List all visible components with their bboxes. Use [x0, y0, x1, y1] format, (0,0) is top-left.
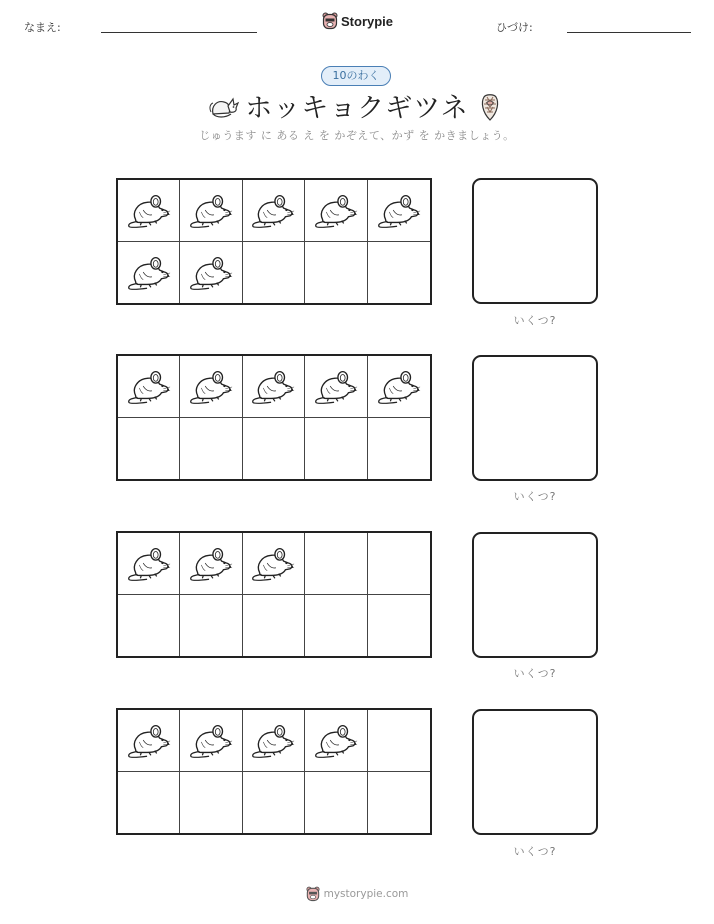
frame-cell: [305, 418, 367, 480]
ten-frame-1: [116, 178, 432, 305]
mouse-icon: [188, 190, 234, 230]
mouse-icon: [376, 366, 422, 406]
frame-cell: [118, 595, 180, 657]
frame-cell: [118, 533, 180, 595]
frame-cell: [305, 533, 367, 595]
frame-cell: [243, 356, 305, 418]
mouse-icon: [188, 252, 234, 292]
worksheet-title: ホッキョクギツネ: [245, 93, 469, 124]
answer-box-3[interactable]: [472, 532, 598, 658]
frame-cell: [368, 533, 430, 595]
frame-cell: [243, 595, 305, 657]
frame-cell: [243, 772, 305, 834]
frame-cell: [180, 356, 242, 418]
answer-label-3: いくつ?: [513, 667, 557, 680]
frame-cell: [118, 356, 180, 418]
frame-cell: [118, 180, 180, 242]
frame-cell: [305, 242, 367, 304]
mouse-icon: [126, 366, 172, 406]
mouse-icon: [313, 720, 359, 760]
mouse-icon: [188, 720, 234, 760]
frame-cell: [305, 772, 367, 834]
frame-cell: [305, 710, 367, 772]
mouse-icon: [250, 190, 296, 230]
frame-cell: [305, 180, 367, 242]
date-line[interactable]: [567, 32, 691, 33]
mouse-icon: [188, 366, 234, 406]
answer-box-2[interactable]: [472, 355, 598, 481]
footer: [0, 886, 714, 902]
mouse-icon: [126, 720, 172, 760]
frame-cell: [180, 772, 242, 834]
frame-cell: [180, 533, 242, 595]
mouse-icon: [376, 190, 422, 230]
frame-cell: [180, 418, 242, 480]
frame-cell: [243, 242, 305, 304]
bear-logo-icon: [322, 12, 338, 30]
frame-cell: [368, 242, 430, 304]
frame-cell: [368, 180, 430, 242]
frame-cell: [180, 710, 242, 772]
frame-cell: [180, 242, 242, 304]
frame-cell: [243, 533, 305, 595]
mouse-icon: [250, 543, 296, 583]
frame-cell: [243, 710, 305, 772]
mouse-icon: [126, 190, 172, 230]
answer-label-4: いくつ?: [513, 845, 557, 858]
date-label: ひづけ:: [496, 21, 533, 34]
ten-frame-4: [116, 708, 432, 835]
frame-cell: [305, 356, 367, 418]
frame-cell: [368, 356, 430, 418]
brand-logo: [322, 12, 393, 30]
name-label: なまえ:: [24, 21, 61, 34]
frame-cell: [305, 595, 367, 657]
bear-logo-icon: [306, 886, 320, 902]
mouse-icon: [126, 543, 172, 583]
pinecone-icon: [478, 92, 502, 122]
frame-cell: [180, 595, 242, 657]
mouse-icon: [313, 366, 359, 406]
frame-cell: [368, 772, 430, 834]
instructions: じゅうます に ある え を かぞえて、かず を かきましょう。: [199, 129, 515, 142]
frame-cell: [118, 242, 180, 304]
frame-cell: [118, 772, 180, 834]
frame-cell: [368, 595, 430, 657]
ten-frame-2: [116, 354, 432, 481]
mouse-icon: [188, 543, 234, 583]
worksheet-badge: 10のわく: [321, 66, 391, 86]
frame-cell: [118, 710, 180, 772]
frame-cell: [243, 180, 305, 242]
frame-cell: [118, 418, 180, 480]
name-line[interactable]: [101, 32, 257, 33]
ten-frame-3: [116, 531, 432, 658]
brand-name: Storypie: [341, 13, 394, 29]
frame-cell: [180, 180, 242, 242]
answer-box-1[interactable]: [472, 178, 598, 304]
mouse-icon: [250, 720, 296, 760]
answer-label-1: いくつ?: [513, 314, 557, 327]
mouse-icon: [126, 252, 172, 292]
footer-url: mystorypie.com: [323, 888, 409, 900]
frame-cell: [243, 418, 305, 480]
mouse-icon: [313, 190, 359, 230]
mouse-icon: [250, 366, 296, 406]
frame-cell: [368, 418, 430, 480]
answer-label-2: いくつ?: [513, 490, 557, 503]
frame-cell: [368, 710, 430, 772]
answer-box-4[interactable]: [472, 709, 598, 835]
